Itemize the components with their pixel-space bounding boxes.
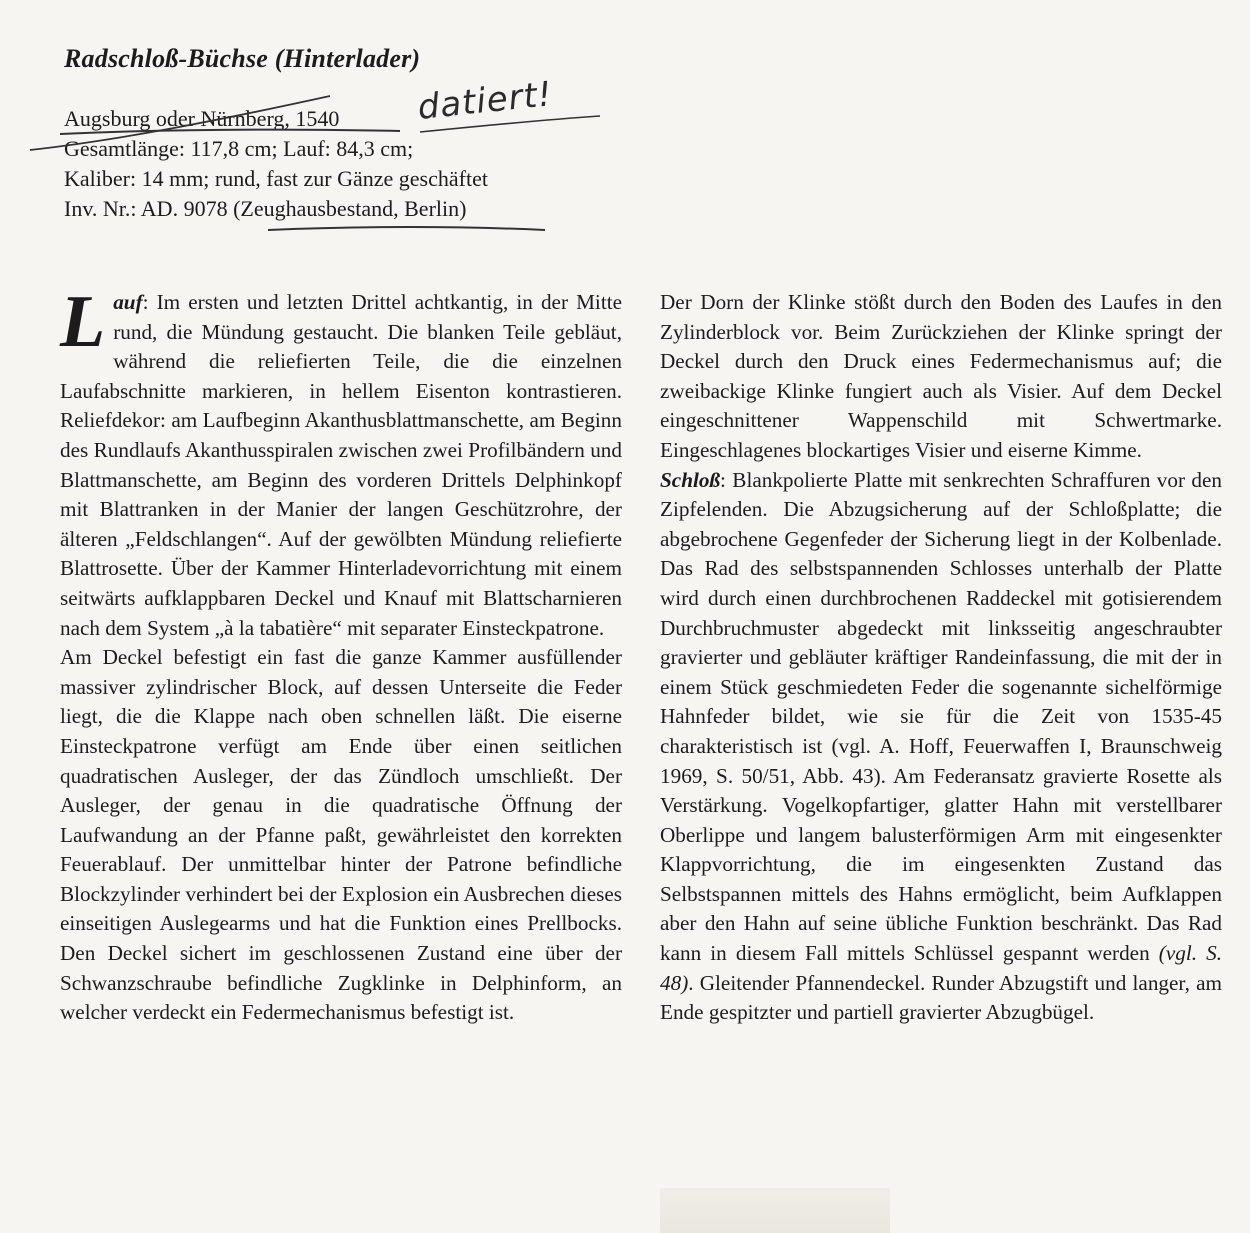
right-column: [660, 288, 1222, 1028]
paragraph-klinke: Der Dorn der Klinke stößt durch den Boden des Laufes in den Zylinderblock vor. Beim Zurückziehen der Klinke springt der Deckel durch den Druck eines Federmechanismus auf; die zweibackige Klinke fungiert auch als Visier. Auf dem Deckel eingeschnittener Wappenschild mit Schwertmarke. Eingeschlagenes blockartiges Visier und eiserne Kimme.: [660, 290, 1222, 462]
inventory-line: [64, 194, 488, 224]
entry-title: Radschloß-Büchse (Hinterlader): [64, 44, 421, 73]
drop-cap: L: [60, 281, 106, 363]
inventory-source: (Zeughausbestand, Berlin): [233, 196, 467, 221]
handwritten-note: datiert!: [415, 74, 555, 128]
paragraph-lauf-text: : Im ersten und letzten Drittel achtkantig, in der Mitte rund, die Mündung gestaucht. Die blanken Teile gebläut, während die reliefierten Teile, die die einzelnen Laufabschnitte markieren, in hellem Eisenton kontrastieren. Reliefdekor: am Laufbeginn Akanthusblattmanschette, am Beginn des Rundlaufs Akanthusspiralen zwischen zwei Profilbändern und Blattmanschette, am Beginn des vorderen Drittels Delphinkopf mit Blattranken in der Manier der langen Geschützrohre, der älteren „Feldschlangen“. Auf der gewölbten Mündung reliefierte Blattrosette. Über der Kammer Hinterladevorrichtung mit einem seitwärts aufklappbaren Deckel und Knauf mit Blattscharnieren nach dem System „à la tabatière“ mit separater Einsteckpatrone.: [60, 290, 622, 640]
paragraph-schloss-text-a: : Blankpolierte Platte mit senkrechten Schraffuren vor den Zipfelenden. Die Abzugsicherung auf der Schloßplatte; die abgebrochene Gegenfeder der Sicherung liegt in der Kolbenlade. Das Rad des selbstspannenden Schlosses unterhalb der Platte wird durch einen durchbrochenen Raddeckel mit gotisierendem Durchbruchmuster abgedeckt mit linksseitig angeschraubter gravierter und gebläuter kräftiger Randeinfassung, die mit der in einem Stück geschmiedeten Feder die sogenannte sichelförmige Hahnfeder bildet, wie sie für die Zeit von 1535-45 charakteristisch ist (vgl. A. Hoff, Feuerwaffen I, Braunschweig 1969, S. 50/51, Abb. 43). Am Federansatz gravierte Rosette als Verstärkung. Vogelkopfartiger, glatter Hahn mit verstellbarer Oberlippe und langem balusterförmigen Arm mit eingesenkter Klappvorrichtung, die im eingesenkten Zustand das Selbstspannen mittels des Hahns ermöglicht, beim Aufklappen aber den Hahn auf seine übliche Funktion beschränkt. Das Rad kann in diesem Fall mittels Schlüssel gespannt werden: [660, 467, 1222, 966]
paragraph-deckel: Am Deckel befestigt ein fast die ganze Kammer ausfüllender massiver zylindrischer Block, auf dessen Unterseite die Feder liegt, die die Klappe nach oben schnellen läßt. Die eiserne Einsteckpatrone verfügt am Ende über einen seitlichen quadratischen Ausleger, der das Zündloch umschließt. Der Ausleger, der genau in die quadratische Öffnung der Laufwandung an der Pfanne paßt, gewährleistet den korrekten Feuerablauf. Der unmittelbar hinter der Patrone befindliche Blockzylinder verhindert bei der Explosion ein Ausbrechen dieses einseitigen Auslegearms und hat die Funktion eines Prellbocks. Den Deckel sichert im geschlossenen Zustand eine über der Schwanzschraube befindliche Zugklinke in Delphinform, an welcher verdeckt ein Federmechanismus befestigt ist.: [60, 645, 622, 1025]
paragraph-lauf: [60, 281, 622, 643]
underline-source: [268, 227, 545, 230]
paragraph-schloss: [660, 466, 1222, 1028]
dimensions-line: Gesamtlänge: 117,8 cm; Lauf: 84,3 cm;: [64, 136, 414, 161]
left-column: [60, 281, 622, 1028]
page-reference: (vgl. S. 48): [660, 941, 1222, 995]
origin-line: Augsburg oder Nürnberg, 1540: [64, 106, 340, 131]
caliber-line: Kaliber: 14 mm; rund, fast zur Gänze geschäftet: [64, 166, 488, 191]
section-lead-lauf: auf: [113, 290, 143, 314]
bleed-through-area: [660, 1188, 890, 1233]
inventory-number: Inv. Nr.: AD. 9078: [64, 196, 234, 221]
section-lead-schloss: Schloß: [660, 467, 721, 492]
paragraph-schloss-text-b: . Gleitender Pfannendeckel. Runder Abzugstift und langer, am Ende gespitzter und partiell gravierter Abzugbügel.: [660, 970, 1222, 1025]
